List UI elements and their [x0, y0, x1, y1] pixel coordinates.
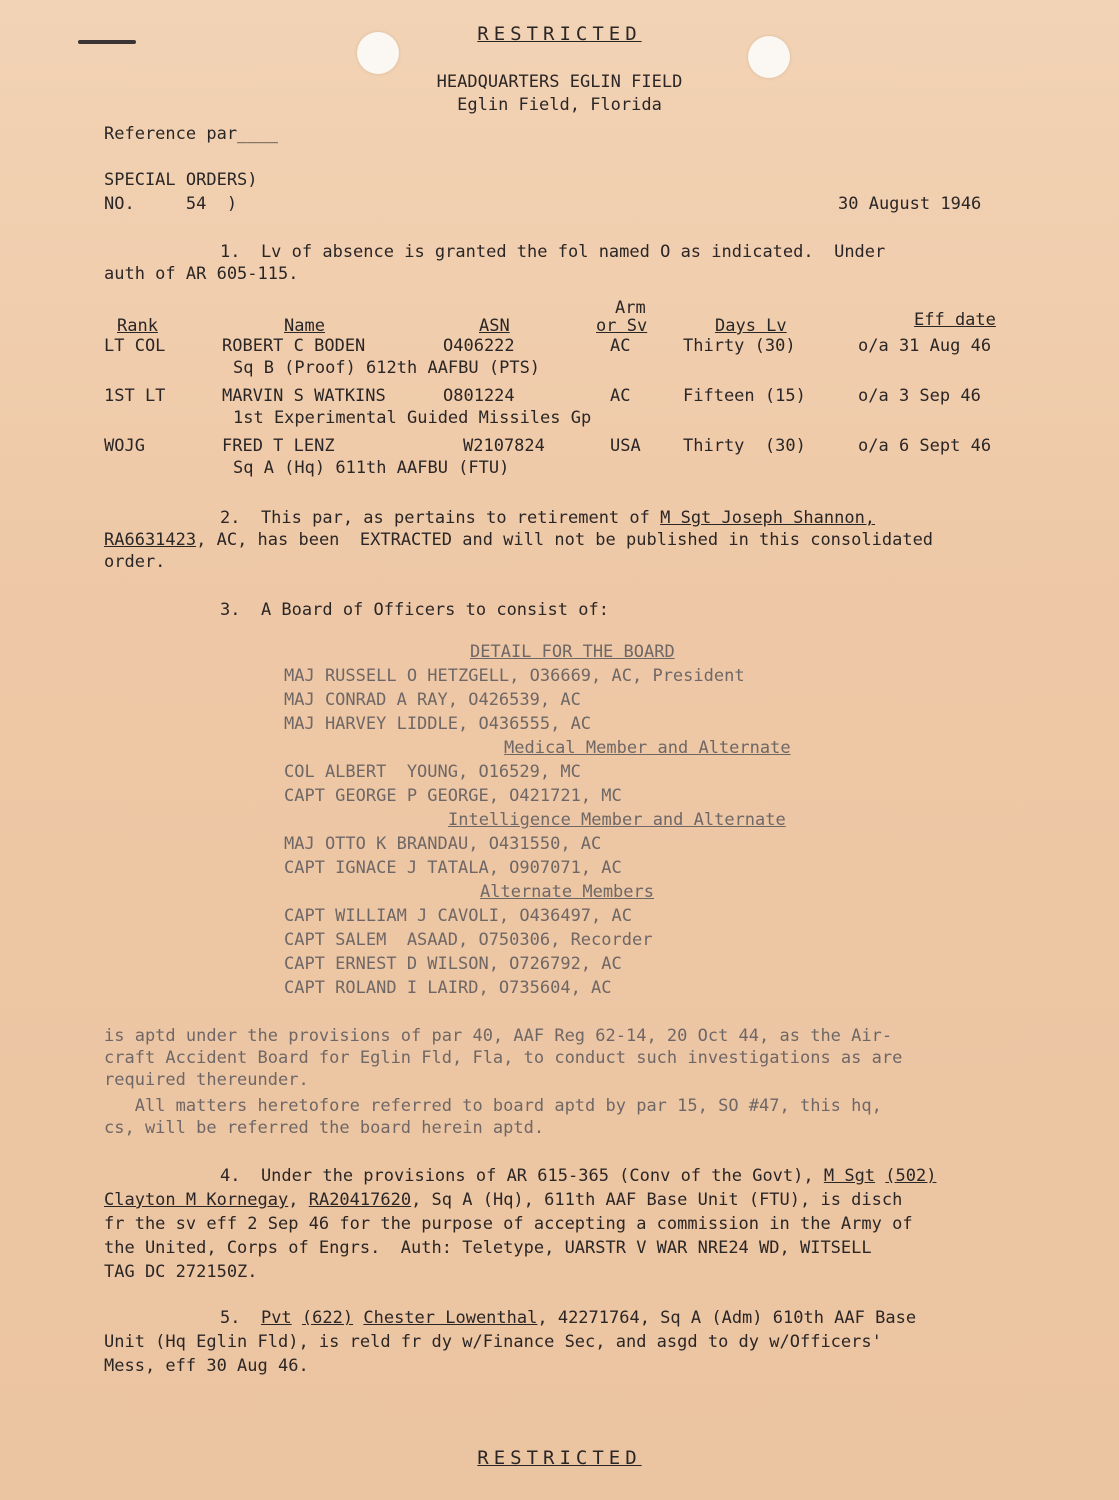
para5-line3: Mess, eff 30 Aug 46.: [104, 1356, 309, 1376]
para3-body-3: required thereunder.: [104, 1070, 309, 1090]
table-row-3-eff: o/a 6 Sept 46: [858, 436, 992, 456]
special-orders-label: SPECIAL ORDERS): [104, 170, 258, 190]
table-row-3-rank: WOJG: [104, 436, 145, 456]
alternate-member-4: CAPT ROLAND I LAIRD, O735604, AC: [284, 978, 612, 998]
intelligence-member-1: MAJ OTTO K BRANDAU, O431550, AC: [284, 834, 602, 854]
order-date: 30 August 1946: [838, 194, 982, 214]
para1-line1: 1. Lv of absence is granted the fol named O as indicated. Under: [220, 242, 886, 262]
medical-member-1: COL ALBERT YOUNG, O16529, MC: [284, 762, 581, 782]
table-row-1-days: Thirty (30): [683, 336, 796, 356]
para4-line4: the United, Corps of Engrs. Auth: Teletype, UARSTR V WAR NRE24 WD, WITSELL: [104, 1238, 872, 1258]
alternate-member-2: CAPT SALEM ASAAD, O750306, Recorder: [284, 930, 653, 950]
alternate-heading: Alternate Members: [480, 882, 654, 902]
para2-text-2: , AC, has been EXTRACTED and will not be published in this consolidated: [196, 530, 934, 550]
para1-line2: auth of AR 605-115.: [104, 264, 299, 284]
para3-intro: 3. A Board of Officers to consist of:: [220, 600, 609, 620]
table-row-1-rank: LT COL: [104, 336, 166, 356]
board-detail-heading: DETAIL FOR THE BOARD: [470, 642, 675, 662]
para4-name: Clayton M Kornegay: [104, 1190, 289, 1210]
para5-text: , 42271764, Sq A (Adm) 610th AAF Base: [537, 1308, 917, 1328]
col-header-asn: ASN: [479, 316, 510, 336]
para2-line1: [220, 508, 875, 528]
table-row-2-arm: AC: [610, 386, 631, 406]
table-row-2-asn: O801224: [443, 386, 515, 406]
para4-code: (502): [885, 1166, 937, 1186]
table-row-3-days: Thirty (30): [683, 436, 806, 456]
para5-rank: Pvt: [260, 1308, 292, 1328]
para4-line2: Clayton M Kornegay, RA20417620, Sq A (Hq), 611th AAF Base Unit (FTU), is disch: [104, 1190, 903, 1210]
table-row-3-arm: USA: [610, 436, 641, 456]
para4-line3: fr the sv eff 2 Sep 46 for the purpose of accepting a commission in the Army of: [104, 1214, 913, 1234]
para2-text: 2. This par, as pertains to retirement of: [220, 508, 661, 528]
table-row-3-unit: Sq A (Hq) 611th AAFBU (FTU): [233, 458, 510, 478]
medical-heading: Medical Member and Alternate: [504, 738, 791, 758]
para5-code: (622): [301, 1308, 354, 1328]
table-row-2-days: Fifteen (15): [683, 386, 806, 406]
para3-body-4: All matters heretofore referred to board aptd by par 15, SO #47, this hq,: [104, 1096, 882, 1116]
board-member-3: MAJ HARVEY LIDDLE, O436555, AC: [284, 714, 592, 734]
classification-bottom: RESTRICTED: [477, 1447, 642, 1469]
reference-line: Reference par____: [104, 124, 278, 144]
alternate-member-1: CAPT WILLIAM J CAVOLI, O436497, AC: [284, 906, 632, 926]
para2-line2: [104, 530, 933, 550]
para2-retiree-asn: RA6631423: [104, 530, 197, 550]
col-header-rank: Rank: [117, 316, 158, 336]
table-row-1-arm: AC: [610, 336, 631, 356]
table-row-1-unit: Sq B (Proof) 612th AAFBU (PTS): [233, 358, 541, 378]
board-member-1: MAJ RUSSELL O HETZGELL, O36669, AC, President: [284, 666, 745, 686]
para3-body-5: cs, will be referred the board herein aptd.: [104, 1118, 545, 1138]
col-header-eff: Eff date: [914, 310, 996, 330]
para4-rank: M Sgt: [823, 1166, 876, 1186]
table-row-2-rank: 1ST LT: [104, 386, 166, 406]
para5-line2: Unit (Hq Eglin Fld), is reld fr dy w/Finance Sec, and asgd to dy w/Officers': [104, 1332, 882, 1352]
para3-body-2: craft Accident Board for Eglin Fld, Fla, to conduct such investigations as are: [104, 1048, 903, 1068]
board-member-2: MAJ CONRAD A RAY, O426539, AC: [284, 690, 581, 710]
table-row-2-eff: o/a 3 Sep 46: [858, 386, 981, 406]
table-row-1-eff: o/a 31 Aug 46: [858, 336, 992, 356]
col-header-arm: Arm: [615, 298, 646, 318]
para4-asn: RA20417620: [308, 1190, 412, 1210]
intelligence-heading: Intelligence Member and Alternate: [448, 810, 786, 830]
para5-name: Chester Lowenthal: [363, 1308, 538, 1328]
classification-top: RESTRICTED: [477, 23, 642, 45]
table-row-2-name: MARVIN S WATKINS: [222, 386, 386, 406]
table-row-3-name: FRED T LENZ: [222, 436, 335, 456]
para4-line1: [220, 1166, 936, 1186]
para2-retiree-name: M Sgt Joseph Shannon,: [660, 508, 876, 528]
alternate-member-3: CAPT ERNEST D WILSON, O726792, AC: [284, 954, 622, 974]
intelligence-member-2: CAPT IGNACE J TATALA, O907071, AC: [284, 858, 622, 878]
para5-number: 5.: [220, 1308, 261, 1328]
org-line1: HEADQUARTERS EGLIN FIELD: [436, 72, 683, 92]
para5-line1: [220, 1308, 916, 1328]
medical-member-2: CAPT GEORGE P GEORGE, O421721, MC: [284, 786, 622, 806]
col-header-name: Name: [284, 316, 325, 336]
para4-line5: TAG DC 272150Z.: [104, 1262, 258, 1282]
para3-body-1: is aptd under the provisions of par 40, AAF Reg 62-14, 20 Oct 44, as the Air-: [104, 1026, 893, 1046]
table-row-1-name: ROBERT C BODEN: [222, 336, 366, 356]
para4-text-2: , Sq A (Hq), 611th AAF Base Unit (FTU), is disch: [411, 1190, 903, 1210]
para2-line3: order.: [104, 552, 166, 572]
org-line2: Eglin Field, Florida: [457, 95, 662, 115]
para4-text: 4. Under the provisions of AR 615-365 (Conv of the Govt),: [220, 1166, 824, 1186]
table-row-2-unit: 1st Experimental Guided Missiles Gp: [233, 408, 592, 428]
table-row-1-asn: O406222: [443, 336, 515, 356]
col-header-arm-sv: or Sv: [596, 316, 648, 336]
col-header-days: Days Lv: [715, 316, 787, 336]
order-number: NO. 54 ): [104, 194, 238, 214]
table-row-3-asn: W2107824: [463, 436, 545, 456]
